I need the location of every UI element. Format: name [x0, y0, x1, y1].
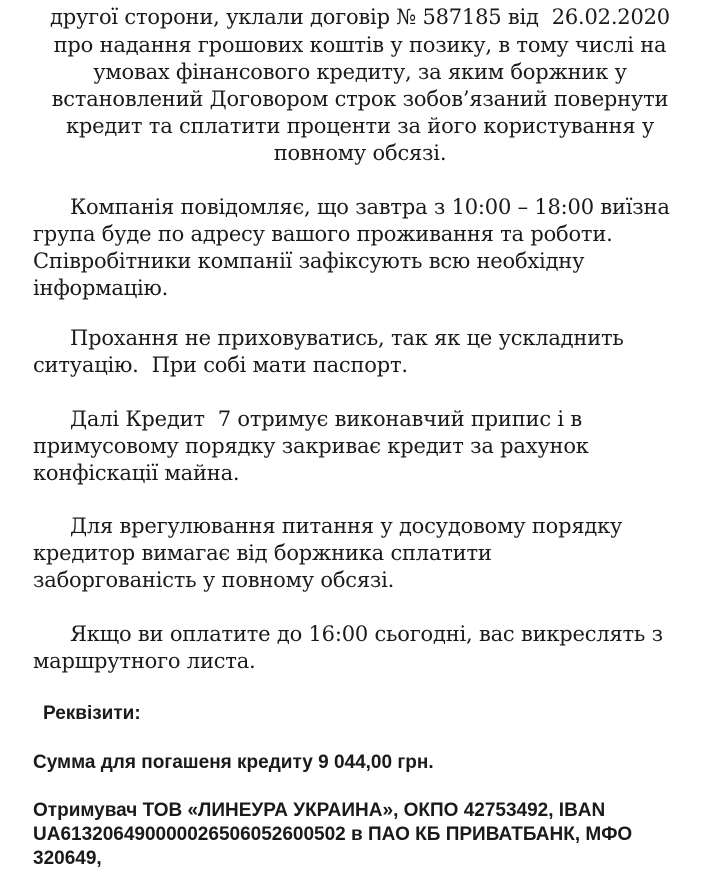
paragraph-line: група буде по адресу вашого проживання та роботи. — [33, 222, 613, 246]
paragraph-line: Прохання не приховуватись, так як це ускладнить — [70, 326, 624, 350]
requisites-heading: Реквізити: — [43, 703, 141, 724]
intro-line: встановлений Договором строк зобов’язаний повернути — [51, 87, 669, 111]
paragraph-line: Співробітники компанії зафіксують всю необхідну — [33, 249, 585, 273]
paragraph-line: маршрутного листа. — [33, 649, 256, 673]
intro-line: повному обсязі. — [273, 141, 447, 165]
paragraph-line: Далі Кредит 7 отримує виконавчий припис і в — [70, 407, 582, 431]
paragraph-line: Якщо ви оплатите до 16:00 сьогодні, вас викреслять з — [70, 622, 663, 646]
intro-line: про надання грошових коштів у позику, в тому числі на — [53, 33, 667, 57]
paragraph-line: примусовому порядку закриває кредит за рахунок — [33, 434, 589, 458]
recipient-line: 320649, — [33, 848, 102, 869]
paragraph-line: ситуацію. При собі мати паспорт. — [33, 353, 408, 377]
paragraph-line: конфіскації майна. — [33, 461, 240, 485]
intro-line: умовах фінансового кредиту, за яким боржник у — [93, 60, 627, 84]
paragraph-line: Для врегулювання питання у досудовому порядку — [70, 514, 623, 538]
recipient-line: UA613206490000026506052600502 в ПАО КБ ПРИВАТБАНК, МФО — [33, 824, 633, 845]
paragraph-line: Компанія повідомляє, що завтра з 10:00 – 18:00 виїзна — [70, 195, 670, 219]
intro-line: другої сторони, уклали договір № 587185 від 26.02.2020 — [50, 5, 670, 29]
paragraph-line: кредитор вимагає від боржника сплатити — [33, 541, 492, 565]
paragraph-line: інформацію. — [33, 276, 169, 300]
amount-line: Сумма для погашеня кредиту 9 044,00 грн. — [33, 752, 434, 773]
paragraph-line: заборгованість у повному обсязі. — [33, 568, 395, 592]
recipient-line: Отримувач ТОВ «ЛИНЕУРА УКРАИНА», ОКПО 42753492, IBAN — [33, 800, 606, 821]
intro-line: кредит та сплатити проценти за його користування у — [65, 114, 655, 138]
